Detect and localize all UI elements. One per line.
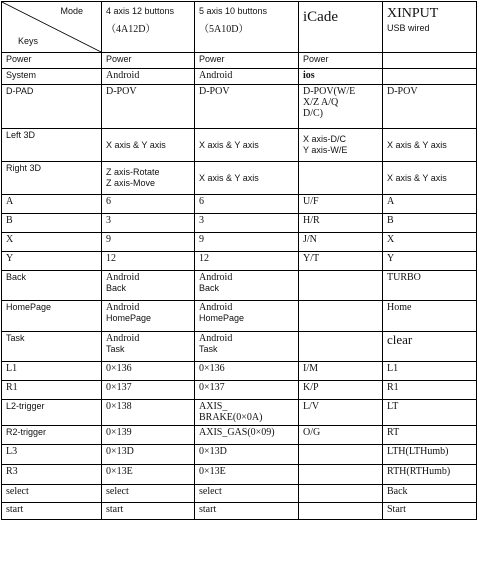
cell-text: 9	[106, 234, 111, 245]
header-4a12d	[102, 2, 195, 53]
key-cell-task: Task	[2, 332, 102, 362]
mapping-cell	[102, 426, 195, 445]
cell-text: X axis & Y axis	[387, 172, 447, 183]
cell-text: 9	[199, 234, 204, 245]
key-cell-start: start	[2, 503, 102, 520]
cell-text: J/N	[303, 234, 317, 245]
cell-text: select	[106, 486, 129, 497]
mapping-cell	[299, 162, 383, 195]
key-cell-back: Back	[2, 271, 102, 301]
header-icade	[299, 2, 383, 53]
cell-text: D-POV	[387, 86, 418, 97]
cell-text: ios	[303, 70, 315, 81]
mapping-cell	[195, 162, 299, 195]
key-cell-d-pad: D-PAD	[2, 85, 102, 129]
key-cell-r3: R3	[2, 465, 102, 485]
mapping-cell	[299, 233, 383, 252]
header-5a10d-code: （5A10D）	[199, 24, 249, 35]
mapping-cell	[299, 332, 383, 362]
table-row	[2, 485, 477, 503]
cell-text: 0×138	[106, 401, 132, 412]
cell-text: 0×13D	[106, 446, 134, 457]
mapping-cell	[195, 301, 299, 332]
mode-label: Mode	[60, 6, 83, 16]
cell-text: H/R	[303, 215, 320, 226]
mode-keys-header-cell	[2, 2, 102, 53]
cell-text: Start	[387, 504, 406, 515]
header-row	[2, 2, 477, 53]
mapping-cell	[383, 195, 477, 214]
key-cell-right-3d: Right 3D	[2, 162, 102, 195]
mapping-cell	[195, 233, 299, 252]
key-cell-power: Power	[2, 53, 102, 69]
cell-text: Android	[106, 302, 140, 313]
mapping-cell	[195, 214, 299, 233]
mapping-cell	[383, 69, 477, 85]
mapping-cell	[383, 214, 477, 233]
table-row	[2, 129, 477, 162]
mapping-cell	[299, 252, 383, 271]
mapping-cell	[102, 53, 195, 69]
cell-text: 6	[106, 196, 111, 207]
table-row	[2, 53, 477, 69]
mapping-cell	[195, 69, 299, 85]
cell-text: Android	[199, 333, 233, 344]
table-row	[2, 301, 477, 332]
mapping-cell	[383, 381, 477, 400]
cell-text: D-POV	[199, 86, 230, 97]
mapping-cell	[102, 485, 195, 503]
key-cell-homepage: HomePage	[2, 301, 102, 332]
table-row	[2, 426, 477, 445]
mapping-cell	[195, 400, 299, 426]
key-cell-left-3d: Left 3D	[2, 129, 102, 162]
table-row	[2, 252, 477, 271]
cell-text: Android	[199, 70, 233, 81]
cell-text: clear	[387, 332, 413, 347]
cell-text: O/G	[303, 427, 321, 438]
mapping-cell	[102, 465, 195, 485]
mapping-cell	[299, 301, 383, 332]
mapping-cell	[102, 381, 195, 400]
header-5a10d-title: 5 axis 10 buttons	[199, 6, 268, 16]
cell-text: Android	[199, 272, 233, 283]
table-row	[2, 503, 477, 520]
cell-text: X axis & Y axis	[199, 172, 259, 183]
mapping-cell	[195, 465, 299, 485]
cell-text: Android	[106, 272, 140, 283]
mapping-cell	[195, 381, 299, 400]
mapping-cell	[383, 85, 477, 129]
cell-text: TURBO	[387, 272, 421, 283]
mapping-cell	[102, 252, 195, 271]
mapping-cell	[102, 195, 195, 214]
cell-text: Task	[199, 344, 218, 354]
header-5a10d	[195, 2, 299, 53]
cell-text: LTH(LTHumb)	[387, 446, 449, 457]
cell-text: AXIS_	[199, 401, 228, 412]
mapping-cell	[299, 69, 383, 85]
cell-text: LT	[387, 401, 399, 412]
cell-text: X	[387, 234, 395, 245]
cell-text: Z axis-Move	[106, 178, 156, 188]
cell-text: 0×136	[106, 363, 132, 374]
header-4a12d-code: （4A12D）	[106, 24, 156, 35]
mapping-cell	[102, 129, 195, 162]
table-row	[2, 332, 477, 362]
mapping-cell	[299, 445, 383, 465]
cell-text: X axis-D/C	[303, 134, 347, 144]
cell-text: Back	[387, 486, 408, 497]
header-xinput-subtitle: USB wired	[387, 23, 430, 33]
mapping-cell	[299, 195, 383, 214]
mapping-cell	[102, 271, 195, 301]
key-cell-x: X	[2, 233, 102, 252]
table-row	[2, 381, 477, 400]
mapping-cell	[102, 362, 195, 381]
table-row	[2, 465, 477, 485]
table-row	[2, 85, 477, 129]
mapping-cell	[383, 485, 477, 503]
mapping-cell	[299, 381, 383, 400]
cell-text: RT	[387, 427, 400, 438]
mapping-cell	[195, 53, 299, 69]
mapping-cell	[299, 271, 383, 301]
mapping-cell	[383, 400, 477, 426]
cell-text: Power	[199, 54, 225, 64]
header-4a12d-title: 4 axis 12 buttons	[106, 6, 175, 16]
mapping-cell	[383, 503, 477, 520]
cell-text: Y/T	[303, 253, 320, 264]
cell-text: 6	[199, 196, 204, 207]
key-cell-l3: L3	[2, 445, 102, 465]
cell-text: 0×137	[106, 382, 132, 393]
table-row	[2, 162, 477, 195]
mapping-cell	[299, 362, 383, 381]
mapping-cell	[195, 485, 299, 503]
cell-text: Task	[106, 344, 125, 354]
cell-text: 0×13E	[106, 466, 133, 477]
mapping-cell	[383, 271, 477, 301]
mapping-cell	[102, 162, 195, 195]
cell-text: 0×136	[199, 363, 225, 374]
key-cell-l2-trigger: L2-trigger	[2, 400, 102, 426]
mapping-cell	[299, 465, 383, 485]
cell-text: 12	[199, 253, 209, 264]
cell-text: B	[387, 215, 394, 226]
mapping-cell	[195, 426, 299, 445]
cell-text: Y	[387, 253, 395, 264]
cell-text: D/C)	[303, 108, 323, 119]
mapping-cell	[102, 233, 195, 252]
cell-text: 0×13D	[199, 446, 227, 457]
mapping-cell	[195, 85, 299, 129]
mapping-cell	[195, 129, 299, 162]
mapping-cell	[195, 332, 299, 362]
mapping-cell	[383, 129, 477, 162]
table-row	[2, 400, 477, 426]
cell-text: K/P	[303, 382, 319, 393]
cell-text: X axis & Y axis	[199, 139, 259, 150]
mapping-cell	[195, 445, 299, 465]
mapping-cell	[102, 400, 195, 426]
table-row	[2, 195, 477, 214]
cell-text: HomePage	[199, 313, 245, 323]
table-row	[2, 214, 477, 233]
mapping-cell	[299, 485, 383, 503]
mapping-cell	[195, 362, 299, 381]
cell-text: X axis & Y axis	[387, 139, 447, 150]
cell-text: Android	[106, 70, 140, 81]
mapping-cell	[299, 503, 383, 520]
mapping-cell	[102, 503, 195, 520]
cell-text: 3	[106, 215, 111, 226]
cell-text: Back	[199, 283, 220, 293]
mapping-cell	[299, 129, 383, 162]
cell-text: Back	[106, 283, 127, 293]
cell-text: D-POV(W/E	[303, 86, 356, 97]
mapping-cell	[383, 426, 477, 445]
cell-text: Android	[199, 302, 233, 313]
table-row	[2, 271, 477, 301]
mapping-cell	[299, 214, 383, 233]
cell-text: 0×13E	[199, 466, 226, 477]
mapping-cell	[383, 465, 477, 485]
cell-text: Android	[106, 333, 140, 344]
mapping-cell	[195, 252, 299, 271]
mapping-cell	[383, 362, 477, 381]
keys-label: Keys	[18, 36, 39, 46]
mapping-cell	[383, 233, 477, 252]
key-cell-b: B	[2, 214, 102, 233]
cell-text: HomePage	[106, 313, 152, 323]
cell-text: A	[387, 196, 395, 207]
cell-text: X axis & Y axis	[106, 139, 166, 150]
cell-text: 0×137	[199, 382, 225, 393]
cell-text: BRAKE(0×0A)	[199, 412, 263, 423]
key-cell-a: A	[2, 195, 102, 214]
key-cell-select: select	[2, 485, 102, 503]
cell-text: 0×139	[106, 427, 132, 438]
cell-text: L/V	[303, 401, 320, 412]
mapping-cell	[383, 332, 477, 362]
mapping-cell	[299, 53, 383, 69]
cell-text: RTH(RTHumb)	[387, 466, 451, 477]
mapping-cell	[383, 53, 477, 69]
cell-text: select	[199, 486, 222, 497]
table-row	[2, 362, 477, 381]
cell-text: AXIS_GAS(0×09)	[199, 427, 275, 438]
mapping-cell	[383, 252, 477, 271]
key-cell-y: Y	[2, 252, 102, 271]
cell-text: 3	[199, 215, 204, 226]
key-cell-r1: R1	[2, 381, 102, 400]
header-xinput	[383, 2, 477, 53]
cell-text: Power	[303, 54, 329, 64]
cell-text: D-POV	[106, 86, 137, 97]
mapping-cell	[102, 332, 195, 362]
mapping-cell	[195, 503, 299, 520]
mapping-cell	[383, 162, 477, 195]
mapping-cell	[102, 445, 195, 465]
mapping-cell	[383, 445, 477, 465]
table-row	[2, 445, 477, 465]
cell-text: start	[106, 504, 124, 515]
header-xinput-title: XINPUT	[387, 6, 439, 21]
table-row	[2, 233, 477, 252]
cell-text: R1	[387, 382, 399, 393]
table-row	[2, 69, 477, 85]
cell-text: Y axis-W/E	[303, 145, 348, 155]
mapping-cell	[102, 214, 195, 233]
cell-text: U/F	[303, 196, 319, 207]
cell-text: Z axis-Rotate	[106, 167, 160, 177]
cell-text: I/M	[303, 363, 318, 374]
cell-text: start	[199, 504, 217, 515]
cell-text: X/Z A/Q	[303, 97, 339, 108]
mapping-cell	[299, 85, 383, 129]
diagonal-divider	[2, 2, 101, 52]
cell-text: L1	[387, 363, 399, 374]
mapping-cell	[102, 85, 195, 129]
mapping-cell	[383, 301, 477, 332]
cell-text: 12	[106, 253, 116, 264]
mapping-cell	[195, 271, 299, 301]
header-icade-title: iCade	[303, 9, 338, 25]
key-cell-l1: L1	[2, 362, 102, 381]
mapping-cell	[195, 195, 299, 214]
key-mapping-table	[1, 1, 477, 520]
mapping-cell	[102, 69, 195, 85]
cell-text: Home	[387, 302, 412, 313]
cell-text: Power	[106, 54, 132, 64]
key-cell-system: System	[2, 69, 102, 85]
mapping-cell	[299, 426, 383, 445]
mapping-cell	[102, 301, 195, 332]
mapping-cell	[299, 400, 383, 426]
key-cell-r2-trigger: R2-trigger	[2, 426, 102, 445]
